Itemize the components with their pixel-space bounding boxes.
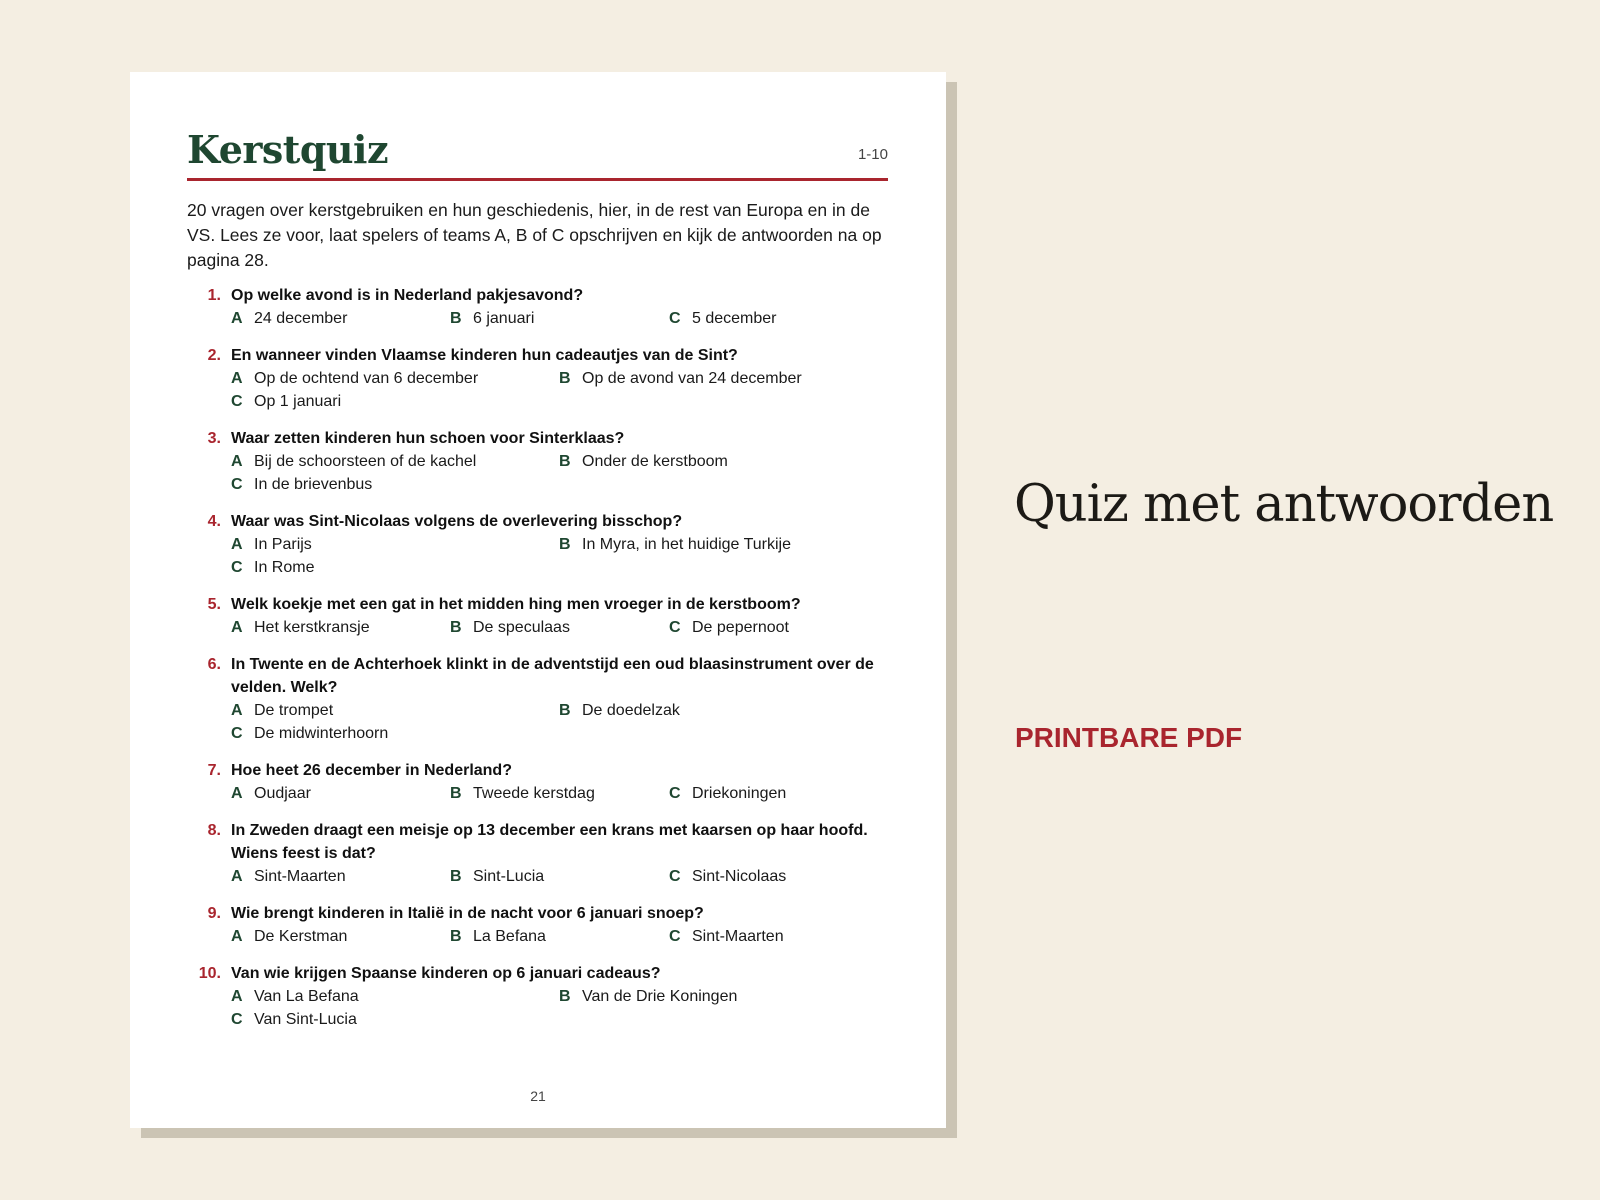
option-letter: B (559, 370, 571, 387)
option-letter: C (669, 310, 681, 327)
answer-option (231, 1008, 559, 1031)
answer-option (231, 616, 450, 639)
question-item (187, 962, 907, 1031)
option-letter: A (231, 868, 243, 885)
answer-option (559, 699, 887, 722)
page-title: Kerstquiz (187, 127, 389, 172)
option-text: Van Sint-Lucia (254, 1011, 357, 1028)
option-text: Op de avond van 24 december (582, 370, 802, 387)
option-text: 6 januari (473, 310, 535, 327)
option-text: Op de ochtend van 6 december (254, 370, 479, 387)
question-range: 1-10 (857, 146, 888, 163)
answer-options (231, 925, 907, 948)
option-text: Oudjaar (254, 785, 311, 802)
answer-option (669, 925, 888, 948)
option-text: Op 1 januari (254, 393, 342, 410)
question-number: 1. (207, 287, 221, 304)
question-number: 5. (207, 596, 221, 613)
answer-option (559, 533, 887, 556)
question-text: Welk koekje met een gat in het midden hing men vroeger in de kerstboom? (231, 596, 801, 613)
quiz-page (130, 72, 946, 1128)
answer-option (669, 616, 888, 639)
answer-option (231, 699, 559, 722)
question-text: In Twente en de Achterhoek klinkt in de adventstijd een oud blaasinstrument over de velden. Welk? (231, 656, 874, 696)
question-number: 7. (207, 762, 221, 779)
option-letter: A (231, 928, 243, 945)
option-letter: A (231, 619, 243, 636)
option-text: 24 december (254, 310, 348, 327)
question-text: In Zweden draagt een meisje op 13 december een krans met kaarsen op haar hoofd. Wiens feest is dat? (231, 822, 868, 862)
question-item (187, 819, 907, 888)
question-text: Wie brengt kinderen in Italië in de nacht voor 6 januari snoep? (231, 905, 704, 922)
answer-option (450, 307, 669, 330)
option-text: In Myra, in het huidige Turkije (582, 536, 791, 553)
option-text: 5 december (692, 310, 777, 327)
option-text: La Befana (473, 928, 546, 945)
question-number: 8. (207, 822, 221, 839)
answer-option (231, 782, 450, 805)
answer-options (231, 616, 907, 639)
option-text: Van La Befana (254, 988, 359, 1005)
answer-options (231, 307, 907, 330)
option-text: Onder de kerstboom (582, 453, 728, 470)
question-item (187, 344, 907, 413)
option-text: In de brievenbus (254, 476, 373, 493)
option-letter: C (231, 476, 243, 493)
option-letter: B (450, 868, 462, 885)
intro-text: 20 vragen over kerstgebruiken en hun geschiedenis, hier, in de rest van Europa en in de VS. Lees ze voor, laat spelers of teams A, B of C opschrijven en kijk de antwoorden na op pagina 28. (187, 200, 882, 270)
answer-option (231, 390, 559, 413)
answer-option (231, 556, 559, 579)
option-text: De speculaas (473, 619, 570, 636)
answer-option (559, 985, 887, 1008)
option-letter: B (559, 988, 571, 1005)
option-letter: C (669, 868, 681, 885)
question-text: En wanneer vinden Vlaamse kinderen hun cadeautjes van de Sint? (231, 347, 738, 364)
answer-option (231, 925, 450, 948)
question-text: Waar zetten kinderen hun schoen voor Sinterklaas? (231, 430, 625, 447)
option-text: De trompet (254, 702, 334, 719)
question-item (187, 510, 907, 579)
question-text: Hoe heet 26 december in Nederland? (231, 762, 512, 779)
title-divider (187, 178, 888, 181)
option-text: De midwinterhoorn (254, 725, 389, 742)
option-text: Driekoningen (692, 785, 787, 802)
question-text: Op welke avond is in Nederland pakjesavond? (231, 287, 584, 304)
answer-options (231, 985, 907, 1031)
question-number: 3. (207, 430, 221, 447)
question-number: 10. (198, 965, 221, 982)
option-text: Sint-Lucia (473, 868, 545, 885)
option-letter: B (450, 785, 462, 802)
option-text: Bij de schoorsteen of de kachel (254, 453, 477, 470)
option-letter: B (450, 928, 462, 945)
question-item (187, 593, 907, 639)
option-letter: B (559, 536, 571, 553)
question-item (187, 427, 907, 496)
answer-option (231, 307, 450, 330)
option-text: De pepernoot (692, 619, 789, 636)
option-text: In Parijs (254, 536, 312, 553)
option-letter: C (231, 393, 243, 410)
question-item (187, 284, 907, 330)
option-letter: A (231, 785, 243, 802)
question-item (187, 759, 907, 805)
option-letter: C (231, 725, 243, 742)
answer-option (559, 367, 887, 390)
answer-option (231, 473, 559, 496)
answer-options (231, 782, 907, 805)
option-text: De Kerstman (254, 928, 348, 945)
question-number: 2. (207, 347, 221, 364)
answer-options (231, 533, 907, 579)
answer-options (231, 865, 907, 888)
option-letter: C (669, 785, 681, 802)
question-list (187, 284, 907, 1045)
question-item (187, 902, 907, 948)
option-letter: A (231, 702, 243, 719)
option-text: De doedelzak (582, 702, 680, 719)
answer-options (231, 699, 907, 745)
option-letter: C (669, 619, 681, 636)
page-number: 21 (530, 1088, 546, 1104)
answer-option (231, 533, 559, 556)
option-text: Van de Drie Koningen (582, 988, 738, 1005)
answer-option (231, 450, 559, 473)
option-text: Tweede kerstdag (473, 785, 595, 802)
answer-option (231, 865, 450, 888)
answer-option (231, 367, 559, 390)
promo-title: Quiz met antwoorden (1014, 475, 1554, 534)
option-text: Sint-Nicolaas (692, 868, 787, 885)
option-letter: A (231, 310, 243, 327)
option-letter: C (231, 559, 243, 576)
question-number: 4. (207, 513, 221, 530)
option-letter: A (231, 370, 243, 387)
option-letter: C (669, 928, 681, 945)
option-letter: B (559, 453, 571, 470)
question-item (187, 653, 907, 745)
answer-option (231, 722, 559, 745)
option-letter: B (450, 619, 462, 636)
question-number: 9. (207, 905, 221, 922)
answer-option (450, 616, 669, 639)
option-letter: A (231, 536, 243, 553)
option-text: Sint-Maarten (692, 928, 784, 945)
question-number: 6. (207, 656, 221, 673)
answer-option (669, 865, 888, 888)
option-letter: B (559, 702, 571, 719)
option-text: Het kerstkransje (254, 619, 370, 636)
answer-option (669, 782, 888, 805)
option-letter: B (450, 310, 462, 327)
promo-label: PRINTBARE PDF (1015, 722, 1243, 753)
option-text: In Rome (254, 559, 315, 576)
answer-options (231, 367, 907, 413)
answer-option (450, 865, 669, 888)
option-letter: A (231, 988, 243, 1005)
option-text: Sint-Maarten (254, 868, 346, 885)
answer-option (450, 925, 669, 948)
question-text: Van wie krijgen Spaanse kinderen op 6 januari cadeaus? (231, 965, 661, 982)
option-letter: A (231, 453, 243, 470)
answer-option (559, 450, 887, 473)
option-letter: C (231, 1011, 243, 1028)
question-text: Waar was Sint-Nicolaas volgens de overlevering bisschop? (231, 513, 683, 530)
answer-option (450, 782, 669, 805)
answer-option (231, 985, 559, 1008)
answer-options (231, 450, 907, 496)
answer-option (669, 307, 888, 330)
